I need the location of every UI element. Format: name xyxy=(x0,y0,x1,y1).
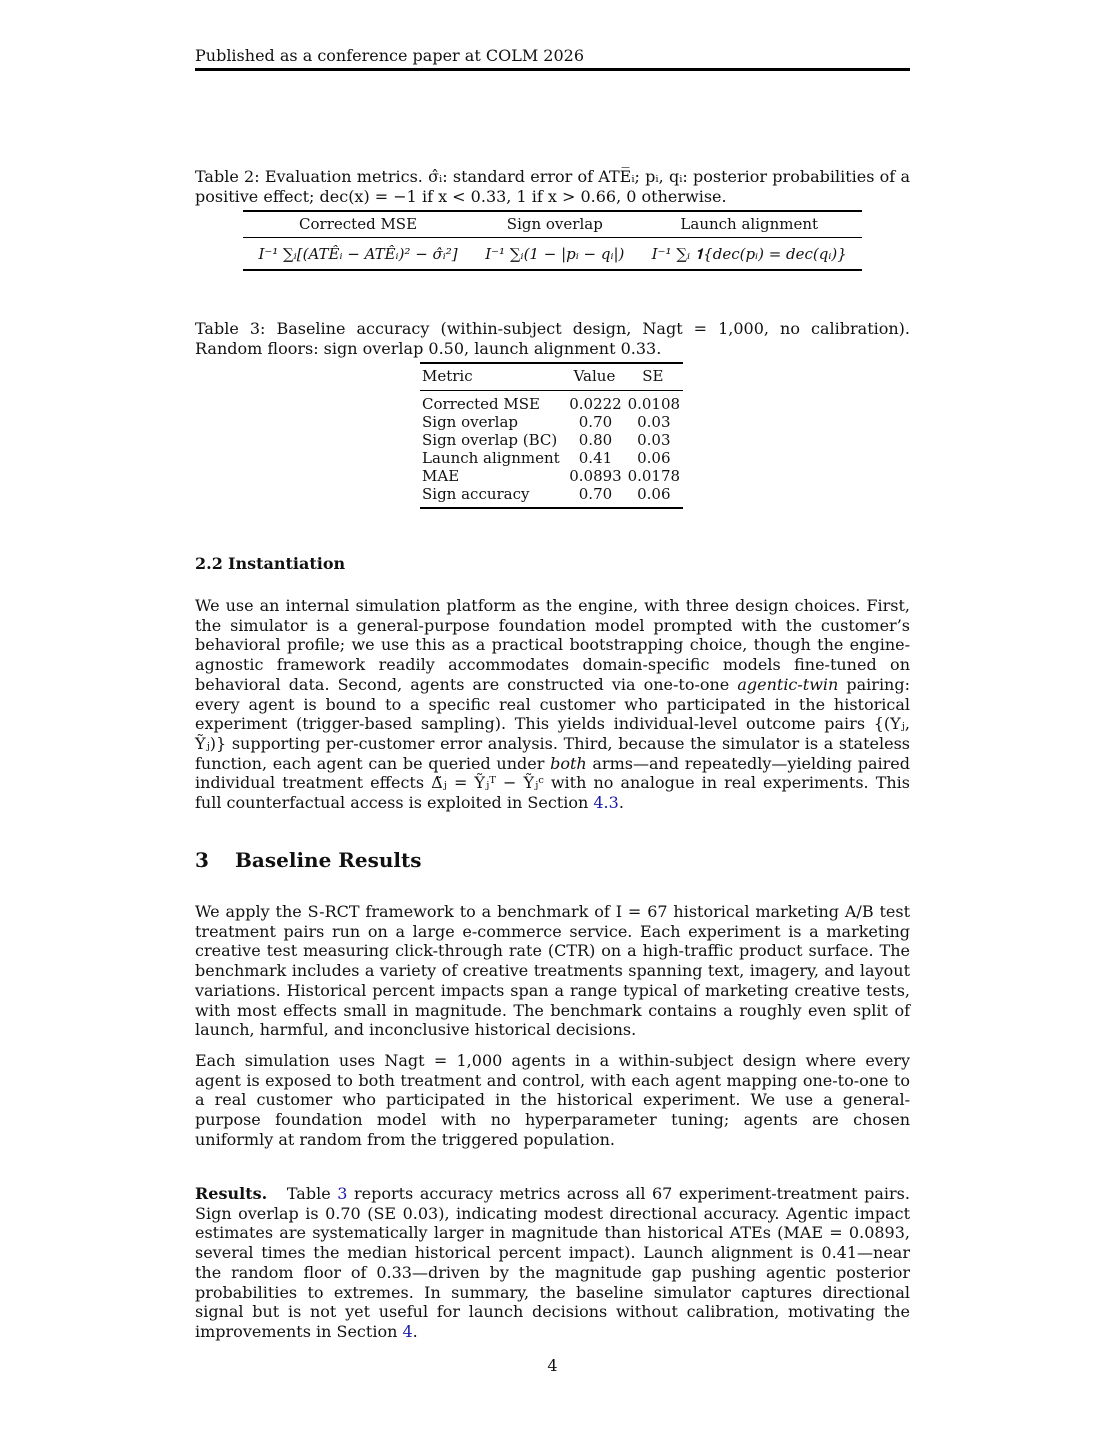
table3-caption: Table 3: Baseline accuracy (within-subject design, Nagt = 1,000, no calibration). Random floors: sign overlap 0.50, launch alignment 0.33. xyxy=(195,319,910,358)
table3-cell: Sign overlap (BC) xyxy=(422,431,558,449)
table3-header-se: SE xyxy=(625,363,683,391)
table2-header-launch-alignment: Launch alignment xyxy=(637,211,863,238)
table2-caption: Table 2: Evaluation metrics. σ̂ᵢ: standard error of ATE̅ᵢ; pᵢ, qᵢ: posterior probabilities of a positive effect; dec(x) = −1 if x < 0.33, 1 if x > 0.66, 0 otherwise. xyxy=(195,167,910,206)
subsection-title: Instantiation xyxy=(228,554,346,573)
table3-cell: Sign accuracy xyxy=(422,485,530,503)
table-row xyxy=(420,413,683,431)
running-header: Published as a conference paper at COLM 2026 xyxy=(195,46,910,71)
text-run: . xyxy=(412,1321,418,1341)
table-row xyxy=(420,391,683,414)
table3-cell: Sign overlap xyxy=(422,413,518,431)
table3-cell: 0.0893 xyxy=(569,467,622,485)
table3-cell: 0.06 xyxy=(637,485,671,503)
text-run: Table xyxy=(286,1184,331,1203)
text-run: reports accuracy metrics across all 67 experiment-treatment pairs. Sign overlap is 0.70 (SE 0.03), indicating modest directional accuracy. Agentic impact estimates are systematically larger in magnitude than historical ATEs (MAE = 0.0893, several times the median historical percent impact). Launch alignment is 0.41—near the random floor of 0.33—driven by the magnitude gap pushing agentic posterior probabilities to extremes. In summary, the baseline simulator captures directional signal but is not yet useful for launch decisions without calibration, motivating the improvements in Section xyxy=(195,1184,910,1341)
table3-cell: 0.03 xyxy=(637,431,671,449)
subsection-heading-instantiation xyxy=(195,554,345,573)
section-link[interactable]: 4 xyxy=(402,1321,413,1341)
emphasis: agentic-twin xyxy=(737,674,839,694)
table2 xyxy=(243,210,862,271)
table2-formula-launch-alignment: I⁻¹ ∑ᵢ 𝟏{dec(pᵢ) = dec(qᵢ)} xyxy=(651,245,847,263)
table3-cell: 0.0178 xyxy=(627,467,681,485)
table3-cell: MAE xyxy=(422,467,460,485)
table3-cell: 0.41 xyxy=(578,449,613,467)
table-row xyxy=(420,449,683,467)
paragraph-benchmark: We apply the S-RCT framework to a benchmark of I = 67 historical marketing A/B test treatment pairs run on a large e-commerce service. Each experiment is a marketing creative test measuring click-through rate (CTR) on a high-traffic product surface. The benchmark includes a variety of creative treatments spanning text, imagery, and layout variations. Historical percent impacts span a range typical of marketing creative tests, with most effects small in magnitude. The benchmark contains a roughly even split of launch, harmful, and inconclusive historical decisions. xyxy=(195,902,910,1040)
table3 xyxy=(420,362,683,509)
table3-cell: Corrected MSE xyxy=(422,395,540,413)
table-row xyxy=(420,467,683,485)
table3-cell: 0.0222 xyxy=(569,395,622,413)
paragraph-results xyxy=(195,1184,910,1342)
table-row xyxy=(420,485,683,508)
results-label: Results. xyxy=(195,1184,268,1203)
subsection-number: 2.2 xyxy=(195,554,223,573)
table3-cell: 0.70 xyxy=(578,413,613,431)
table3-cell: 0.0108 xyxy=(627,395,681,413)
paragraph-instantiation xyxy=(195,596,910,813)
table3-cell: 0.80 xyxy=(578,431,613,449)
table3-cell: 0.06 xyxy=(637,449,671,467)
text-run: We use an internal simulation platform as the engine, with three design choices. First, the simulator is a general-purpose foundation model prompted with the customer’s behavioral profile; we use this as a practical bootstrapping choice, though the engine-agnostic framework readily accommodates domain-specific models fine-tuned on behavioral data. Second, agents are constructed via one-to-one xyxy=(195,596,910,694)
text-run: . xyxy=(618,793,624,813)
table2-formula-sign-overlap: I⁻¹ ∑ᵢ(1 − |pᵢ − qᵢ|) xyxy=(485,245,625,263)
table-row xyxy=(420,431,683,449)
table2-formula-corrected-mse: I⁻¹ ∑ᵢ[(ATÊᵢ − ATÊᵢ)² − σ̂ᵢ²] xyxy=(258,245,458,263)
text-run: arms—and repeatedly—yielding paired individual treatment effects Δ̃ⱼ = Ỹⱼᵀ − Ỹⱼᶜ with no analogue in real experiments. This full counterfactual access is exploited in Section xyxy=(195,753,910,813)
table2-header-sign-overlap: Sign overlap xyxy=(473,211,636,238)
table-link[interactable]: 3 xyxy=(337,1184,348,1203)
section-title: Baseline Results xyxy=(235,848,422,872)
table2-header-corrected-mse: Corrected MSE xyxy=(243,211,473,238)
emphasis: both xyxy=(550,753,587,773)
table3-cell: 0.70 xyxy=(578,485,613,503)
text-run: pairing: every agent is bound to a specific real customer who participated in the historical experiment (trigger-based sampling). This yields individual-level outcome pairs {(Yⱼ, Ỹⱼ)} supporting per-customer error analysis. Third, because the simulator is a stateless function, each agent can be queried under xyxy=(195,674,910,773)
table3-header-value: Value xyxy=(566,363,624,391)
section-number: 3 xyxy=(195,848,209,872)
paragraph-simulation: Each simulation uses Nagt = 1,000 agents in a within-subject design where every agent is exposed to both treatment and control, with each agent mapping one-to-one to a real customer who participated in the historical experiment. We use a general-purpose foundation model with no hyperparameter tuning; agents are chosen uniformly at random from the triggered population. xyxy=(195,1051,910,1149)
table3-header-metric: Metric xyxy=(420,363,566,391)
section-heading-baseline-results xyxy=(195,848,422,872)
table3-cell: Launch alignment xyxy=(422,449,560,467)
page-number: 4 xyxy=(547,1356,558,1375)
table3-cell: 0.03 xyxy=(637,413,671,431)
section-link[interactable]: 4.3 xyxy=(593,793,619,813)
